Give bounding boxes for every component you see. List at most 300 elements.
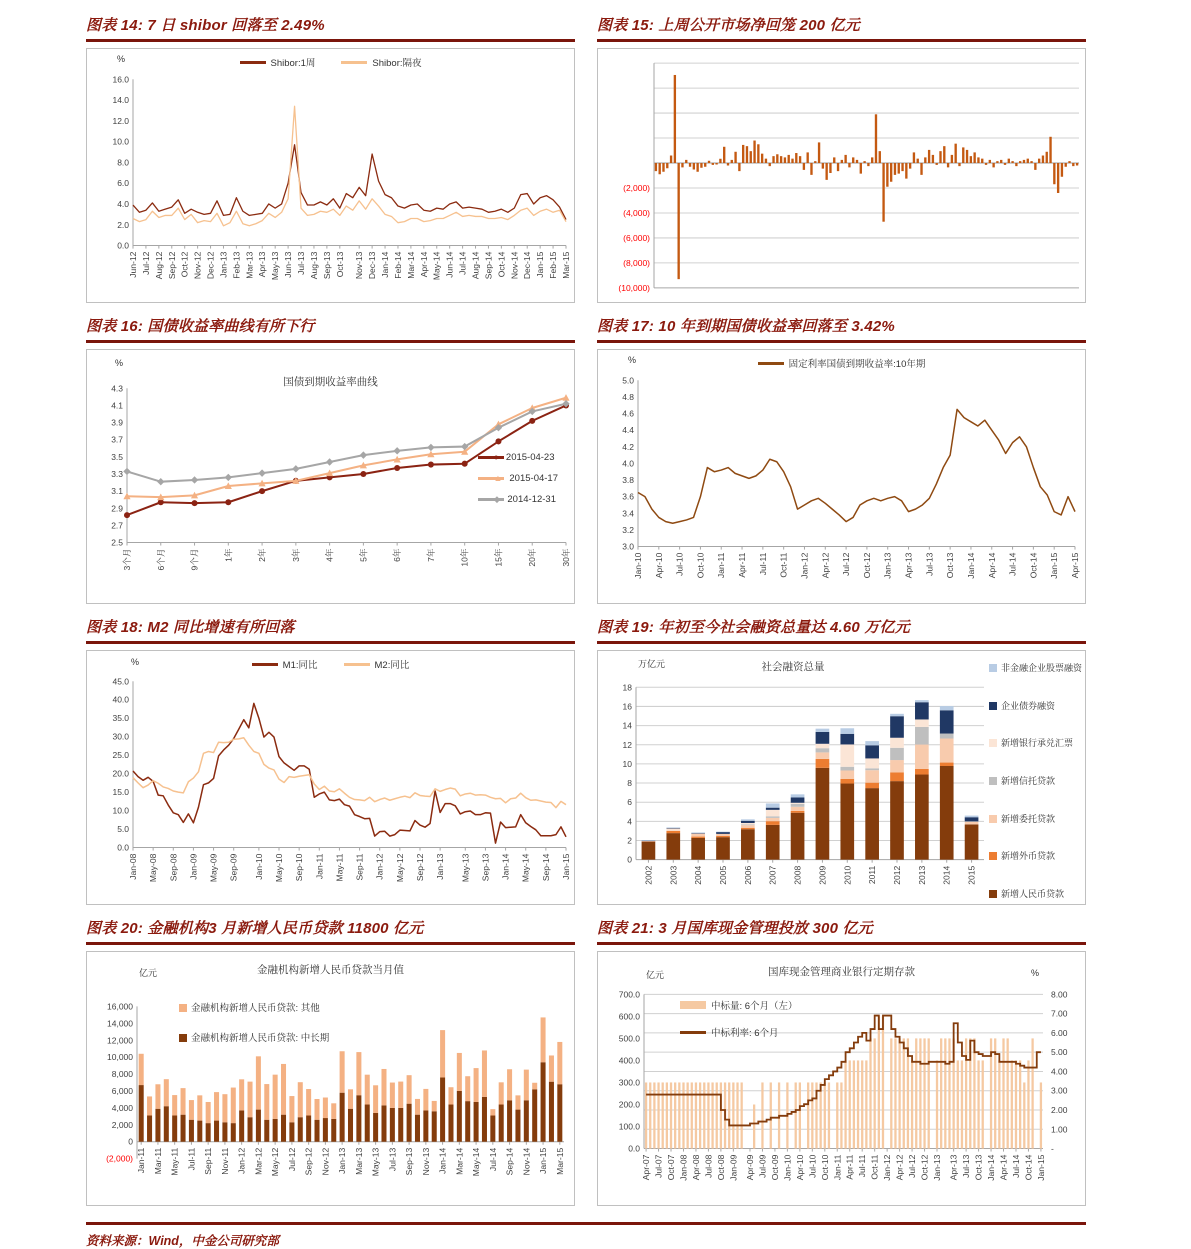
- svg-text:Jul-13: Jul-13: [961, 1154, 972, 1178]
- y-axis-unit: 亿元: [139, 968, 158, 978]
- line-swatch: [240, 61, 266, 64]
- svg-text:Jan-11: Jan-11: [136, 1147, 147, 1174]
- svg-text:Jan-15: Jan-15: [1035, 1154, 1046, 1181]
- svg-text:2010: 2010: [842, 865, 853, 885]
- circle-marker-icon: ●: [493, 452, 499, 462]
- legend-item: [179, 1030, 329, 1044]
- svg-text:3.9: 3.9: [111, 417, 123, 428]
- square-swatch: [179, 1034, 187, 1042]
- svg-text:3.7: 3.7: [111, 434, 123, 445]
- svg-text:Nov-14: Nov-14: [521, 1147, 532, 1176]
- figure-19-title: 图表 19: 年初至今社会融资总量达 4.60 万亿元: [597, 616, 1086, 644]
- svg-text:3.5: 3.5: [111, 451, 123, 462]
- svg-text:3.1: 3.1: [111, 486, 123, 497]
- svg-text:2013: 2013: [916, 865, 927, 885]
- svg-text:3个月: 3个月: [122, 548, 132, 571]
- svg-text:Jan-12: Jan-12: [882, 1154, 893, 1181]
- svg-text:3.00: 3.00: [1051, 1085, 1068, 1096]
- svg-text:2.0: 2.0: [117, 219, 129, 230]
- svg-text:4.1: 4.1: [111, 400, 123, 411]
- svg-text:2年: 2年: [257, 548, 268, 562]
- legend-item: [989, 814, 1055, 826]
- square-swatch: [989, 852, 997, 860]
- square-swatch: [989, 890, 997, 898]
- figure-17-title: 图表 17: 10 年到期国债收益率回落至 3.42%: [597, 315, 1086, 343]
- figure-21-chart: [597, 951, 1086, 1206]
- svg-text:8: 8: [627, 778, 632, 789]
- svg-text:2.9: 2.9: [111, 503, 123, 514]
- svg-text:0.0: 0.0: [117, 842, 129, 853]
- svg-text:14,000: 14,000: [107, 1018, 133, 1029]
- figure-20-legend: [179, 1000, 329, 1044]
- svg-text:2012: 2012: [892, 865, 902, 885]
- svg-text:Dec-14: Dec-14: [522, 251, 533, 280]
- svg-text:10.0: 10.0: [112, 805, 129, 816]
- svg-text:2008: 2008: [792, 865, 803, 885]
- svg-text:Jul-13: Jul-13: [387, 1147, 398, 1172]
- svg-text:16,000: 16,000: [107, 1001, 133, 1012]
- figure-20: [86, 917, 575, 1206]
- svg-text:2015: 2015: [966, 865, 977, 885]
- svg-text:2009: 2009: [817, 865, 828, 885]
- svg-text:Apr-11: Apr-11: [844, 1154, 855, 1180]
- svg-text:Mar-15: Mar-15: [554, 1147, 565, 1175]
- svg-text:Sep-14: Sep-14: [540, 853, 551, 882]
- svg-text:6,000: 6,000: [111, 1085, 133, 1097]
- line-swatch: [758, 362, 784, 365]
- svg-text:Oct-14: Oct-14: [496, 251, 507, 278]
- svg-text:Apr-10: Apr-10: [794, 1154, 805, 1181]
- svg-text:Jan-15: Jan-15: [535, 251, 546, 278]
- svg-text:Jan-10: Jan-10: [253, 853, 264, 880]
- svg-text:Apr-09: Apr-09: [745, 1154, 755, 1181]
- svg-text:Nov-12: Nov-12: [192, 251, 203, 280]
- y-axis-unit: %: [117, 54, 126, 64]
- svg-text:Sep-14: Sep-14: [483, 251, 494, 280]
- svg-text:Jul-11: Jul-11: [857, 1154, 868, 1178]
- legend-item: [179, 1000, 320, 1014]
- svg-text:2002: 2002: [643, 865, 654, 885]
- svg-text:Sep-10: Sep-10: [294, 853, 305, 882]
- svg-text:Oct-13: Oct-13: [945, 552, 956, 579]
- legend-item: [478, 473, 558, 484]
- figure-18-title: 图表 18: M2 同比增速有所回落: [86, 616, 575, 644]
- svg-text:Jan-15: Jan-15: [538, 1147, 549, 1174]
- svg-text:12,000: 12,000: [107, 1035, 133, 1046]
- square-swatch: [179, 1004, 187, 1012]
- figure-18-legend: [87, 657, 574, 671]
- svg-text:Nov-12: Nov-12: [320, 1147, 331, 1176]
- svg-text:May-11: May-11: [334, 853, 345, 882]
- svg-text:3.6: 3.6: [622, 491, 634, 502]
- legend-item: [989, 776, 1055, 788]
- legend-label: 固定利率国债到期收益率:10年期: [788, 359, 926, 370]
- figure-21-title: 图表 21: 3 月国库现金管理投放 300 亿元: [597, 917, 1086, 945]
- svg-text:Oct-11: Oct-11: [869, 1154, 880, 1180]
- legend-label: 2015-04-17: [509, 473, 558, 484]
- figures-grid: [86, 14, 1086, 1218]
- svg-text:Sep-12: Sep-12: [166, 251, 177, 280]
- svg-text:Apr-15: Apr-15: [1070, 552, 1080, 579]
- svg-text:May-14: May-14: [471, 1147, 482, 1177]
- svg-text:Jul-11: Jul-11: [757, 552, 768, 576]
- legend-label: 2014-12-31: [507, 494, 556, 505]
- svg-text:2.00: 2.00: [1051, 1104, 1068, 1116]
- svg-text:Jun-13: Jun-13: [283, 251, 294, 278]
- svg-text:4.6: 4.6: [622, 408, 634, 419]
- svg-text:2007: 2007: [767, 865, 778, 885]
- svg-text:Jul-13: Jul-13: [924, 552, 935, 576]
- square-swatch: [989, 815, 997, 823]
- line-swatch: [344, 663, 370, 666]
- svg-text:(10,000): (10,000): [618, 282, 650, 293]
- svg-text:Jan-13: Jan-13: [337, 1147, 348, 1174]
- svg-text:Oct-14: Oct-14: [1028, 552, 1039, 579]
- svg-text:Jan-13: Jan-13: [435, 853, 446, 880]
- svg-text:Oct-14: Oct-14: [1023, 1154, 1034, 1181]
- svg-text:Mar-15: Mar-15: [561, 251, 571, 279]
- figure-16: [86, 315, 575, 604]
- legend-label: 2015-04-23: [505, 452, 555, 463]
- svg-text:Jul-12: Jul-12: [140, 251, 151, 275]
- svg-text:Jul-09: Jul-09: [757, 1154, 768, 1178]
- svg-text:6: 6: [627, 797, 632, 808]
- svg-text:Jan-14: Jan-14: [380, 251, 391, 278]
- legend-label: 金融机构新增人民币贷款: 中长期: [191, 1033, 330, 1044]
- line-swatch: [680, 1031, 706, 1034]
- svg-text:(2,000): (2,000): [106, 1153, 133, 1164]
- svg-text:0.0: 0.0: [628, 1143, 640, 1154]
- y-axis-unit: %: [115, 358, 124, 368]
- svg-text:1.00: 1.00: [1051, 1124, 1068, 1135]
- svg-text:Nov-11: Nov-11: [219, 1147, 230, 1175]
- svg-text:Apr-12: Apr-12: [894, 1154, 905, 1181]
- svg-text:Mar-13: Mar-13: [353, 1147, 364, 1175]
- svg-text:Jan-08: Jan-08: [128, 853, 138, 880]
- svg-text:4.2: 4.2: [622, 441, 634, 452]
- figure-16-chart: [86, 349, 575, 604]
- legend-item: [344, 657, 410, 671]
- svg-text:4.4: 4.4: [622, 425, 634, 436]
- legend-label: 新增委托贷款: [1001, 813, 1056, 824]
- figure-21: [597, 917, 1086, 1206]
- svg-text:12: 12: [622, 739, 632, 750]
- svg-text:4年: 4年: [324, 548, 335, 562]
- y-axis-right-unit: %: [1030, 968, 1039, 978]
- svg-text:Aug-14: Aug-14: [470, 251, 481, 280]
- svg-text:Sep-09: Sep-09: [228, 853, 239, 882]
- svg-text:May-13: May-13: [370, 1147, 381, 1177]
- y-axis-unit: %: [131, 657, 140, 667]
- svg-text:35.0: 35.0: [112, 713, 129, 724]
- svg-text:Mar-12: Mar-12: [253, 1147, 264, 1175]
- svg-text:May-14: May-14: [431, 251, 442, 281]
- svg-text:3.8: 3.8: [622, 475, 634, 486]
- m1-m2-growth-plot: [87, 651, 574, 904]
- svg-text:Jan-14: Jan-14: [965, 552, 976, 579]
- svg-text:Apr-07: Apr-07: [641, 1154, 652, 1181]
- svg-text:200.0: 200.0: [618, 1099, 640, 1110]
- svg-text:2003: 2003: [668, 865, 679, 885]
- svg-text:Jan-13: Jan-13: [882, 552, 893, 579]
- svg-text:3年: 3年: [290, 548, 301, 562]
- figure-15-chart: [597, 48, 1086, 303]
- legend-label: M1:同比: [282, 660, 318, 671]
- cgb-10y-yield-plot: [598, 350, 1085, 603]
- svg-text:2014: 2014: [941, 865, 952, 885]
- legend-label: 非金融企业股票融资: [1001, 663, 1083, 673]
- figure-16-legend: [478, 452, 558, 505]
- svg-text:Aug-12: Aug-12: [153, 251, 164, 280]
- svg-text:Mar-13: Mar-13: [244, 251, 255, 279]
- figure-14-title: 图表 14: 7 日 shibor 回落至 2.49%: [86, 14, 575, 42]
- svg-text:10,000: 10,000: [107, 1052, 133, 1063]
- figure-14-legend: [87, 55, 574, 69]
- svg-text:Jan-11: Jan-11: [716, 552, 727, 579]
- svg-text:6年: 6年: [392, 548, 403, 562]
- svg-text:May-12: May-12: [394, 853, 405, 883]
- svg-text:Oct-10: Oct-10: [819, 1154, 830, 1181]
- svg-text:Jan-15: Jan-15: [1049, 552, 1060, 579]
- svg-text:Apr-14: Apr-14: [998, 1154, 1009, 1181]
- legend-label: 新增人民币贷款: [1001, 889, 1065, 900]
- svg-text:Apr-13: Apr-13: [903, 552, 914, 579]
- legend-label: M2:同比: [374, 660, 410, 671]
- svg-text:Jan-12: Jan-12: [236, 1147, 247, 1174]
- svg-text:20.0: 20.0: [112, 768, 129, 779]
- y-axis-unit: %: [628, 355, 637, 365]
- svg-text:14.0: 14.0: [112, 95, 129, 106]
- svg-text:May-14: May-14: [520, 853, 531, 883]
- svg-text:(6,000): (6,000): [623, 232, 650, 243]
- figure-21-legend: [680, 998, 798, 1039]
- svg-text:Sep-08: Sep-08: [168, 853, 179, 882]
- svg-text:10年: 10年: [459, 548, 470, 567]
- figure-18: [86, 616, 575, 905]
- svg-text:2005: 2005: [718, 865, 728, 885]
- chart-inner-title: 国库现金管理商业银行定期存款: [768, 966, 915, 978]
- svg-text:6个月: 6个月: [155, 548, 166, 571]
- diamond-marker-icon: ◆: [493, 494, 501, 504]
- svg-text:Jul-14: Jul-14: [457, 251, 468, 275]
- svg-text:Apr-13: Apr-13: [948, 1154, 959, 1181]
- svg-text:Jul-13: Jul-13: [296, 251, 307, 275]
- svg-text:Apr-13: Apr-13: [257, 251, 268, 278]
- svg-text:7年: 7年: [425, 548, 436, 562]
- figure-14-chart: [86, 48, 575, 303]
- svg-text:May-09: May-09: [208, 853, 219, 883]
- figure-14: [86, 14, 575, 303]
- svg-text:Aug-13: Aug-13: [308, 251, 319, 280]
- svg-text:Mar-14: Mar-14: [454, 1147, 465, 1175]
- legend-label: 金融机构新增人民币贷款: 其他: [191, 1003, 320, 1014]
- footer-rule: [86, 1222, 1086, 1225]
- social-financing-stacked-plot: [598, 651, 988, 904]
- svg-text:May-10: May-10: [274, 853, 285, 883]
- svg-text:(2,000): (2,000): [623, 182, 650, 194]
- svg-text:Oct-09: Oct-09: [769, 1154, 780, 1181]
- figure-17-legend: [598, 356, 1085, 370]
- svg-text:Oct-12: Oct-12: [919, 1154, 930, 1181]
- svg-text:500.0: 500.0: [618, 1033, 640, 1044]
- svg-text:Feb-13: Feb-13: [231, 251, 242, 279]
- triangle-marker-icon: ▲: [493, 473, 503, 483]
- svg-text:5年: 5年: [358, 548, 369, 562]
- svg-text:Dec-13: Dec-13: [367, 251, 378, 280]
- shibor-line-plot: [87, 49, 574, 302]
- svg-text:Jan-10: Jan-10: [782, 1154, 793, 1181]
- chart-inner-title: 金融机构新增人民币贷款当月值: [257, 964, 404, 976]
- svg-text:Jan-11: Jan-11: [832, 1154, 843, 1181]
- svg-text:Jul-14: Jul-14: [487, 1147, 498, 1172]
- svg-text:8.00: 8.00: [1051, 989, 1068, 1000]
- svg-text:2006: 2006: [742, 865, 753, 885]
- svg-text:4,000: 4,000: [111, 1102, 133, 1113]
- svg-text:3.4: 3.4: [622, 508, 634, 519]
- svg-text:5.0: 5.0: [117, 824, 129, 835]
- svg-text:Jul-08: Jul-08: [703, 1154, 714, 1178]
- legend-item: [240, 55, 316, 69]
- svg-text:Jul-11: Jul-11: [186, 1147, 197, 1171]
- svg-text:Jul-14: Jul-14: [1011, 1154, 1021, 1178]
- svg-text:8,000: 8,000: [111, 1069, 133, 1080]
- svg-text:Jan-08: Jan-08: [678, 1154, 689, 1181]
- svg-text:Apr-10: Apr-10: [653, 552, 664, 579]
- y-axis-unit: 万亿元: [638, 659, 666, 669]
- svg-text:Nov-13: Nov-13: [420, 1147, 431, 1176]
- svg-text:4.00: 4.00: [1051, 1066, 1068, 1077]
- svg-text:Jul-07: Jul-07: [653, 1154, 664, 1178]
- svg-text:100.0: 100.0: [618, 1121, 640, 1132]
- legend-item: [478, 452, 554, 463]
- svg-text:Feb-14: Feb-14: [393, 251, 403, 279]
- line-swatch: [478, 498, 504, 501]
- legend-item: [252, 657, 318, 671]
- svg-text:Jul-12: Jul-12: [841, 552, 852, 576]
- legend-item: [989, 701, 1055, 713]
- figure-16-title: 图表 16: 国债收益率曲线有所下行: [86, 315, 575, 343]
- legend-item: [341, 55, 421, 69]
- svg-text:(4,000): (4,000): [623, 207, 650, 218]
- svg-text:Apr-08: Apr-08: [690, 1154, 701, 1181]
- figure-19: [597, 616, 1086, 905]
- svg-text:3.3: 3.3: [111, 468, 123, 480]
- svg-text:10.0: 10.0: [112, 136, 129, 147]
- legend-label: 中标利率: 6个月: [711, 1028, 779, 1039]
- chart-inner-title: 社会融资总量: [761, 661, 825, 673]
- line-swatch: [341, 61, 367, 64]
- svg-text:4.3: 4.3: [111, 383, 123, 394]
- legend-item: [989, 889, 1064, 901]
- svg-text:0: 0: [128, 1136, 133, 1147]
- figure-17-chart: [597, 349, 1086, 604]
- svg-text:Oct-11: Oct-11: [778, 552, 789, 578]
- svg-text:4.0: 4.0: [622, 458, 634, 469]
- square-swatch: [989, 739, 997, 747]
- figure-20-title: 图表 20: 金融机构3 月新增人民币贷款 11800 亿元: [86, 917, 575, 945]
- legend-item: [478, 494, 556, 505]
- svg-text:Oct-07: Oct-07: [666, 1154, 677, 1181]
- svg-text:1年: 1年: [223, 548, 234, 562]
- svg-text:May-13: May-13: [270, 251, 281, 281]
- svg-text:Sep-13: Sep-13: [404, 1147, 415, 1176]
- svg-text:-: -: [1051, 1143, 1054, 1154]
- svg-text:5.00: 5.00: [1051, 1047, 1068, 1058]
- svg-text:Jan-11: Jan-11: [314, 853, 325, 880]
- svg-text:16: 16: [622, 701, 632, 712]
- svg-text:9个月: 9个月: [189, 548, 200, 571]
- svg-text:2.7: 2.7: [111, 520, 123, 531]
- chart-inner-title: 国债到期收益率曲线: [283, 376, 378, 388]
- svg-text:30.0: 30.0: [112, 731, 129, 742]
- svg-text:May-08: May-08: [148, 853, 159, 883]
- legend-item: [758, 356, 926, 370]
- svg-text:4: 4: [627, 816, 632, 827]
- svg-text:Jan-13: Jan-13: [932, 1154, 943, 1181]
- svg-text:Jan-12: Jan-12: [374, 853, 385, 880]
- legend-item: [680, 998, 798, 1012]
- svg-text:Jan-14: Jan-14: [986, 1154, 997, 1181]
- legend-label: Shibor:1周: [270, 58, 316, 69]
- svg-text:6.00: 6.00: [1051, 1027, 1068, 1038]
- svg-text:Apr-14: Apr-14: [986, 552, 997, 579]
- svg-text:6.0: 6.0: [117, 178, 129, 189]
- svg-text:Mar-14: Mar-14: [405, 251, 416, 279]
- svg-text:2,000: 2,000: [111, 1119, 133, 1130]
- svg-text:(8,000): (8,000): [623, 257, 650, 268]
- svg-text:Nov-13: Nov-13: [354, 251, 365, 280]
- svg-text:Sep-12: Sep-12: [303, 1147, 314, 1176]
- svg-text:4.8: 4.8: [622, 391, 634, 402]
- legend-item: [989, 738, 1073, 750]
- legend-label: 新增银行承兑汇票: [1001, 738, 1074, 749]
- figure-17: [597, 315, 1086, 604]
- svg-text:15.0: 15.0: [112, 787, 129, 798]
- svg-text:Sep-11: Sep-11: [203, 1147, 214, 1175]
- svg-text:2.5: 2.5: [111, 537, 123, 548]
- svg-text:Oct-13: Oct-13: [973, 1154, 984, 1181]
- figure-20-chart: [86, 951, 575, 1206]
- svg-text:Jul-10: Jul-10: [674, 552, 685, 576]
- svg-text:3.0: 3.0: [622, 541, 634, 552]
- svg-text:300.0: 300.0: [618, 1077, 640, 1088]
- svg-text:2011: 2011: [867, 865, 878, 885]
- figure-15-title: 图表 15: 上周公开市场净回笼 200 亿元: [597, 14, 1086, 42]
- figure-18-chart: [86, 650, 575, 905]
- open-market-bar-plot: [598, 49, 1085, 302]
- svg-text:Sep-14: Sep-14: [504, 1147, 515, 1176]
- svg-text:Oct-13: Oct-13: [334, 251, 345, 278]
- svg-text:Jan-14: Jan-14: [437, 1147, 448, 1174]
- svg-text:12.0: 12.0: [112, 115, 129, 126]
- svg-text:25.0: 25.0: [112, 750, 129, 761]
- y-axis-left-unit: 亿元: [646, 970, 665, 980]
- svg-text:16.0: 16.0: [112, 74, 129, 85]
- figure-15: [597, 14, 1086, 303]
- svg-text:Jan-13: Jan-13: [218, 251, 229, 278]
- svg-text:15年: 15年: [493, 548, 504, 567]
- figure-19-chart: [597, 650, 1086, 905]
- svg-text:Jan-14: Jan-14: [500, 853, 511, 880]
- new-loans-stacked-plot: [87, 952, 574, 1205]
- svg-text:May-12: May-12: [270, 1147, 281, 1177]
- bar-swatch: [680, 1001, 706, 1009]
- svg-text:Sep-13: Sep-13: [321, 251, 332, 280]
- svg-text:20年: 20年: [527, 548, 538, 567]
- square-swatch: [989, 702, 997, 710]
- svg-text:Apr-12: Apr-12: [820, 552, 831, 579]
- svg-text:30年: 30年: [561, 548, 571, 567]
